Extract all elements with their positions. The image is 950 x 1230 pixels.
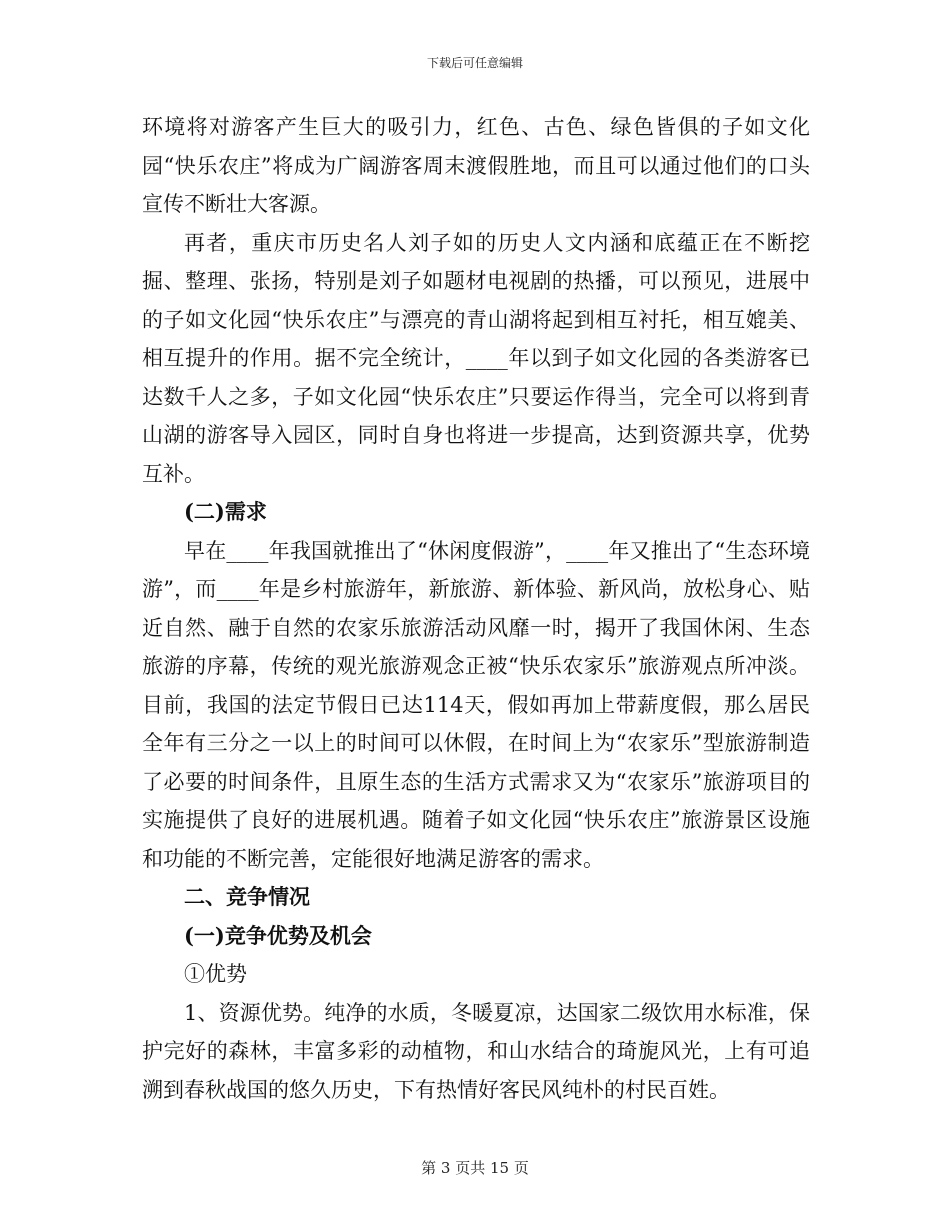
page-footer: 第 3 页共 15 页 [421, 1159, 529, 1177]
paragraph-demand: 早在____年我国就推出了“休闲度假游”，____年又推出了“生态环境游”，而____年是乡村旅游年，新旅游、新体验、新风尚，放松身心、贴近自然、融于自然的农家乐旅游活动风靡一时，揭开了我国休闲、生态旅游的序幕，传统的观光旅游观念正被“快乐农家乐”旅游观点所冲淡。目前，我国的法定节假日已达114天，假如再加上带薪度假，那么居民全年有三分之一以上的时间可以休假，在时间上为“农家乐”型旅游制造了必要的时间条件，且原生态的生活方式需求又为“农家乐”旅游项目的实施提供了良好的进展机遇。随着子如文化园“快乐农庄”旅游景区设施和功能的不断完善，定能很好地满足游客的需求。 [142, 538, 810, 871]
document-body [142, 108, 810, 1109]
paragraph-history: 再者，重庆市历史名人刘子如的历史人文内涵和底蕴正在不断挖掘、整理、张扬，特别是刘子如题材电视剧的热播，可以预见，进展中的子如文化园“快乐农庄”与漂亮的青山湖将起到相互衬托，相互媲美、相互提升的作用。据不完全统计，____年以到子如文化园的各类游客已达数千人之多，子如文化园“快乐农庄”只要运作得当，完全可以将到青山湖的游客导入园区，同时自身也将进一步提高，达到资源共享，优势互补。 [142, 230, 810, 486]
advantage-label: ①优势 [184, 962, 247, 986]
page-header: 下载后可任意编辑 [426, 56, 523, 70]
heading-advantage: (一)竞争优势及机会 [184, 922, 372, 948]
paragraph-environment: 环境将对游客产生巨大的吸引力，红色、古色、绿色皆俱的子如文化园“快乐农庄”将成为广阔游客周末渡假胜地，而且可以通过他们的口头宣传不断壮大客源。 [142, 115, 810, 216]
paragraph-resource-advantage: 1、资源优势。纯净的水质，冬暖夏凉，达国家二级饮用水标准，保护完好的森林，丰富多彩的动植物，和山水结合的琦旎风光，上有可追溯到春秋战国的悠久历史，下有热情好客民风纯朴的村民百姓。 [142, 1000, 810, 1102]
heading-demand: (二)需求 [184, 499, 267, 524]
heading-competition: 二、竞争情况 [184, 884, 310, 909]
